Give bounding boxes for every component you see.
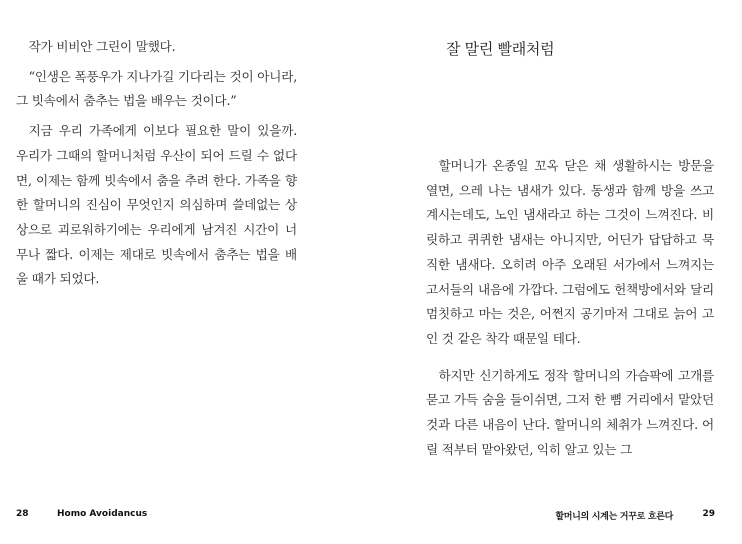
- running-header-section-title: 할머니의 시계는 거꾸로 흐른다: [555, 512, 673, 522]
- paragraph: “인생은 폭풍우가 지나가길 기다리는 것이 아니라, 그 빗속에서 춤추는 법을 배우는 것이다.”: [16, 68, 297, 109]
- paragraph: 할머니가 온종일 꼬옥 닫은 채 생활하시는 방문을 열면, 으레 나는 냄새가 있다. 동생과 함께 방을 쓰고 계시는데도, 노인 냄새라고 하는 그것이 느껴진다. 비릿하고 퀴퀴한 냄새는 아니지만, 어딘가 답답하고 묵직한 냄새다. 오히려 아주 오래된 서가에서 느껴지는 고서들의 내음에 가깝다. 그럼에도 헌책방에서와 달리 멈칫하고 마는 것은, 어쩐지 공기마저 그대로 늙어 고인 것 같은 착각 때문일 테다.: [426, 158, 714, 346]
- paragraph: 하지만 신기하게도 정작 할머니의 가슴팍에 고개를 묻고 가득 숨을 들이쉬면, 그저 한 뼘 거리에서 맡았던 것과 다른 내음이 난다. 할머니의 체취가 느껴진다. 어릴 적부터 맡아왔던, 익히 알고 있는 그: [426, 367, 714, 457]
- paragraph: 지금 우리 가족에게 이보다 필요한 말이 있을까. 우리가 그때의 할머니처럼 우산이 되어 드릴 수 없다면, 이제는 함께 빗속에서 춤을 추려 한다. 가족을 향한 할머니의 진심이 무엇인지 의심하며 쓸데없는 상상으로 괴로워하기에는 우리에게 남겨진 시간이 너무나 짧다. 이제는 제대로 빗속에서 춤추는 법을 배울 때가 되었다.: [16, 123, 297, 287]
- running-header-book-title: Homo Avoidancus: [57, 509, 148, 519]
- chapter-title: 잘 말린 빨래처럼: [446, 40, 555, 58]
- right-page: [371, 0, 742, 544]
- paragraph: 작가 비비안 그린이 말했다.: [28, 39, 176, 54]
- left-page-number: 28: [16, 509, 29, 519]
- left-body-text: [16, 35, 297, 297]
- right-page-number: 29: [702, 509, 715, 519]
- right-body-text: [426, 154, 714, 474]
